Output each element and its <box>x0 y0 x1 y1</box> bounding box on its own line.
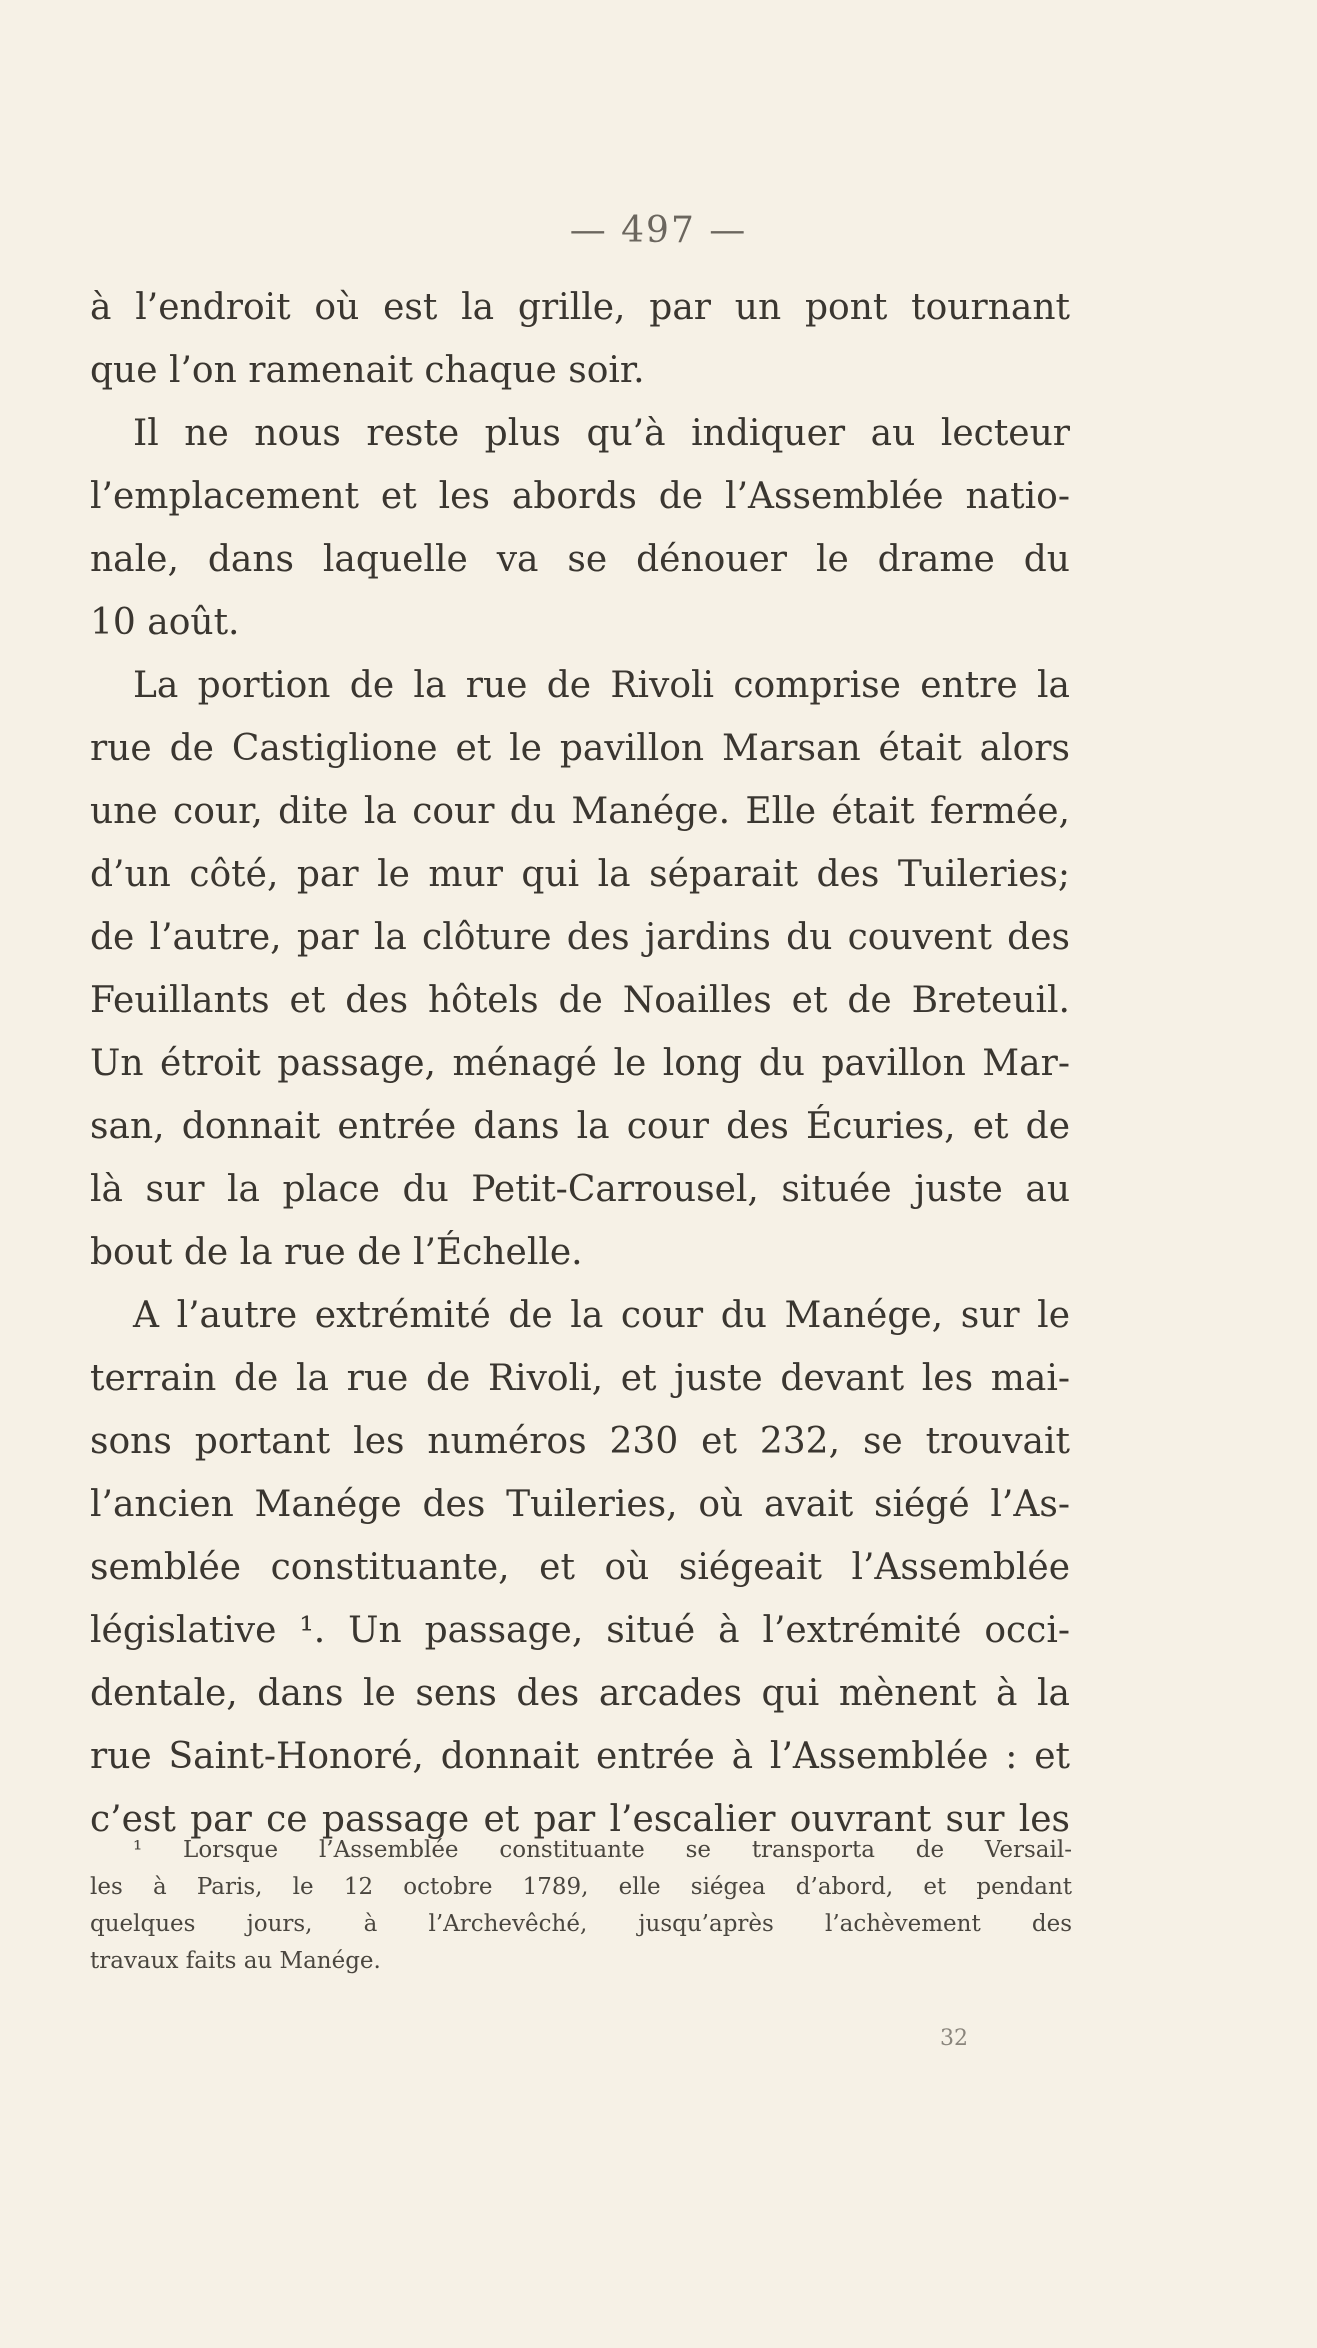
text-line: Un étroit passage, ménagé le long du pavillon Mar- <box>90 1043 1070 1084</box>
text-line: là sur la place du Petit-Carrousel, située juste au <box>90 1169 1070 1210</box>
text-line: 10 août. <box>90 602 240 643</box>
footnote-line: ¹ Lorsque l’Assemblée constituante se transporta de Versail- <box>133 1837 1072 1863</box>
text-line: rue Saint-Honoré, donnait entrée à l’Assemblée : et <box>90 1736 1070 1777</box>
text-line: d’un côté, par le mur qui la séparait des Tuileries; <box>90 854 1070 895</box>
footnote-line: les à Paris, le 12 octobre 1789, elle siégea d’abord, et pendant <box>90 1874 1072 1900</box>
text-line: san, donnait entrée dans la cour des Écuries, et de <box>90 1106 1070 1147</box>
main-text <box>90 276 1070 1851</box>
text-line: terrain de la rue de Rivoli, et juste devant les mai- <box>90 1358 1070 1399</box>
text-line: de l’autre, par la clôture des jardins du couvent des <box>90 917 1070 958</box>
text-line: A l’autre extrémité de la cour du Manége, sur le <box>133 1295 1070 1336</box>
text-line: que l’on ramenait chaque soir. <box>90 350 645 391</box>
text-line: dentale, dans le sens des arcades qui mènent à la <box>90 1673 1070 1714</box>
text-line: une cour, dite la cour du Manége. Elle était fermée, <box>90 791 1070 832</box>
text-line: sons portant les numéros 230 et 232, se trouvait <box>90 1421 1070 1462</box>
text-line: Il ne nous reste plus qu’à indiquer au lecteur <box>133 413 1070 454</box>
footnote <box>90 1832 1072 1980</box>
footnote-line: travaux faits au Manége. <box>90 1948 381 1974</box>
text-line: bout de la rue de l’Échelle. <box>90 1232 583 1273</box>
page-number: — 497 — <box>569 210 748 251</box>
text-line: l’emplacement et les abords de l’Assemblée natio- <box>90 476 1070 517</box>
text-line: Feuillants et des hôtels de Noailles et de Breteuil. <box>90 980 1070 1021</box>
text-line: c’est par ce passage et par l’escalier ouvrant sur les <box>90 1799 1070 1840</box>
text-line: semblée constituante, et où siégeait l’Assemblée <box>90 1547 1070 1588</box>
signature-mark: 32 <box>940 2026 968 2051</box>
text-line: La portion de la rue de Rivoli comprise entre la <box>133 665 1070 706</box>
text-line: l’ancien Manége des Tuileries, où avait siégé l’As- <box>90 1484 1070 1525</box>
footnote-line: quelques jours, à l’Archevêché, jusqu’après l’achèvement des <box>90 1911 1072 1937</box>
text-line: rue de Castiglione et le pavillon Marsan était alors <box>90 728 1070 769</box>
text-line: à l’endroit où est la grille, par un pont tournant <box>90 287 1070 328</box>
text-line: législative ¹. Un passage, situé à l’extrémité occi- <box>90 1610 1070 1651</box>
text-line: nale, dans laquelle va se dénouer le drame du <box>90 539 1070 580</box>
